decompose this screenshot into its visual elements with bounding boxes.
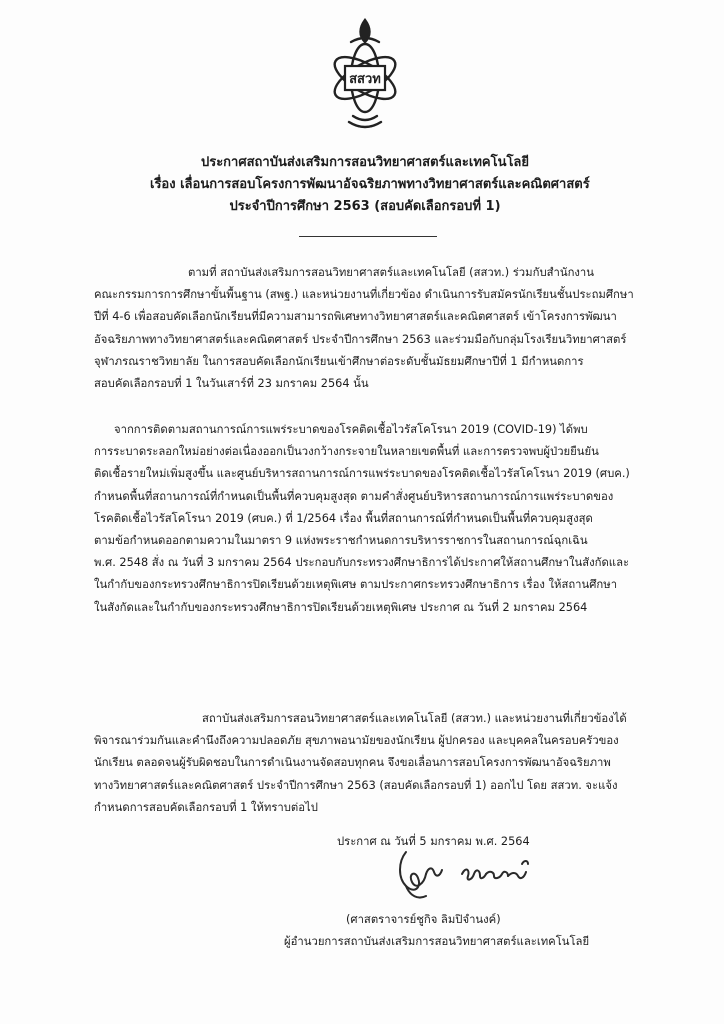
paragraph-3 [94,708,627,819]
paragraph-line: กำหนดการสอบคัดเลือกรอบที่ 1 ให้ทราบต่อไป [94,800,318,814]
paragraph-line: จุฬาภรณราชวิทยาลัย ในการสอบคัดเลือกนักเรียนเข้าศึกษาต่อระดับชั้นมัธยมศึกษาปีที่ 1 มีกำหนดการ [94,354,584,368]
announcement-title: ประกาศสถาบันส่งเสริมการสอนวิทยาศาสตร์และเทคโนโลยี [200,155,530,170]
logo-text: สสวท [349,72,381,87]
paragraph-line: นักเรียน ตลอดจนผู้รับผิดชอบในการดำเนินงานจัดสอบทุกคน จึงขอเลื่อนการสอบโครงการพัฒนาอัจฉริยภาพ [94,756,611,770]
heading-divider [299,236,437,237]
signature-icon [396,844,546,904]
paragraph-line: กำหนดพื้นที่สถานการณ์ที่กำหนดเป็นพื้นที่ควบคุมสูงสุด ตามคำสั่งศูนย์บริหารสถานการณ์การแพร่ระบาดของ [94,489,614,503]
paragraph-line: ปีที่ 4-6 เพื่อสอบคัดเลือกนักเรียนที่มีความสามารถพิเศษทางวิทยาศาสตร์และคณิตศาสตร์ เข้าโครงการพัฒนา [94,310,617,324]
paragraph-line: พ.ศ. 2548 สั่ง ณ วันที่ 3 มกราคม 2564 ประกอบกับกระทรวงศึกษาธิการได้ประกาศให้สถานศึกษาในสังกัดและ [94,556,630,570]
announcement-date: ประกาศ ณ วันที่ 5 มกราคม พ.ศ. 2564 [337,835,530,848]
signer-title: ผู้อำนวยการสถาบันส่งเสริมการสอนวิทยาศาสตร์และเทคโนโลยี [284,935,590,948]
signer-name: (ศาสตราจารย์ชูกิจ ลิมปิจำนงค์) [346,913,501,926]
paragraph-line: จากการติดตามสถานการณ์การแพร่ระบาดของโรคติดเชื้อไวรัสโคโรนา 2019 (COVID-19) ได้พบ [114,423,588,436]
paragraph-line: การระบาดระลอกใหม่อย่างต่อเนื่องออกเป็นวงกว้างกระจายในหลายเขตพื้นที่ และการตรวจพบผู้ป่วยยืนยัน [94,445,599,459]
paragraph-line: ตามข้อกำหนดออกตามความในมาตรา 9 แห่งพระราชกำหนดการบริหารราชการในสถานการณ์ฉุกเฉิน [94,533,588,547]
paragraph-line: ในสังกัดและในกำกับของกระทรวงศึกษาธิการปิดเรียนด้วยเหตุพิเศษ ประกาศ ณ วันที่ 2 มกราคม 2564 [94,600,588,614]
paragraph-line: ในกำกับของกระทรวงศึกษาธิการปิดเรียนด้วยเหตุพิเศษ ตามประกาศกระทรวงศึกษาธิการ เรื่อง ให้สถานศึกษา [94,578,618,592]
paragraph-line: โรคติดเชื้อไวรัสโคโรนา 2019 (ศบค.) ที่ 1/2564 เรื่อง พื้นที่สถานการณ์ที่กำหนดเป็นพื้นที่ควบคุมสูงสุด [94,511,593,525]
announcement-subject: เรื่อง เลื่อนการสอบโครงการพัฒนาอัจฉริยภาพทางวิทยาศาสตร์และคณิตศาสตร์ [150,177,590,192]
paragraph-line: พิจารณาร่วมกันและคำนึงถึงความปลอดภัย สุขภาพอนามัยของนักเรียน ผู้ปกครอง และบุคคลในครอบครัวของ [94,734,619,748]
paragraph-1 [94,262,634,395]
ipst-logo-icon [323,16,407,134]
paragraph-line: คณะกรรมการการศึกษาขั้นพื้นฐาน (สพฐ.) และหน่วยงานที่เกี่ยวข้อง ดำเนินการรับสมัครนักเรียนชั้นประถมศึกษา [94,288,634,302]
paragraph-line: อัจฉริยภาพทางวิทยาศาสตร์และคณิตศาสตร์ ประจำปีการศึกษา 2563 และร่วมมือกับกลุ่มโรงเรียนวิทยาศาสตร์ [94,332,627,346]
paragraph-line: ติดเชื้อรายใหม่เพิ่มสูงขึ้น และศูนย์บริหารสถานการณ์การแพร่ระบาดของโรคติดเชื้อไวรัสโคโรนา 2019 (ศบค.) [94,467,630,481]
paragraph-line: ตามที่ สถาบันส่งเสริมการสอนวิทยาศาสตร์และเทคโนโลยี (สสวท.) ร่วมกับสำนักงาน [188,266,594,279]
paragraph-2 [94,419,630,619]
paragraph-line: สอบคัดเลือกรอบที่ 1 ในวันเสาร์ที่ 23 มกราคม 2564 นั้น [94,376,369,390]
paragraph-line: สถาบันส่งเสริมการสอนวิทยาศาสตร์และเทคโนโลยี (สสวท.) และหน่วยงานที่เกี่ยวข้องได้ [202,712,627,725]
paragraph-line: ทางวิทยาศาสตร์และคณิตศาสตร์ ประจำปีการศึกษา 2563 (สอบคัดเลือกรอบที่ 1) ออกไป โดย สสวท. จะแจ้ง [94,778,618,792]
announcement-year: ประจำปีการศึกษา 2563 (สอบคัดเลือกรอบที่ 1) [229,199,501,214]
